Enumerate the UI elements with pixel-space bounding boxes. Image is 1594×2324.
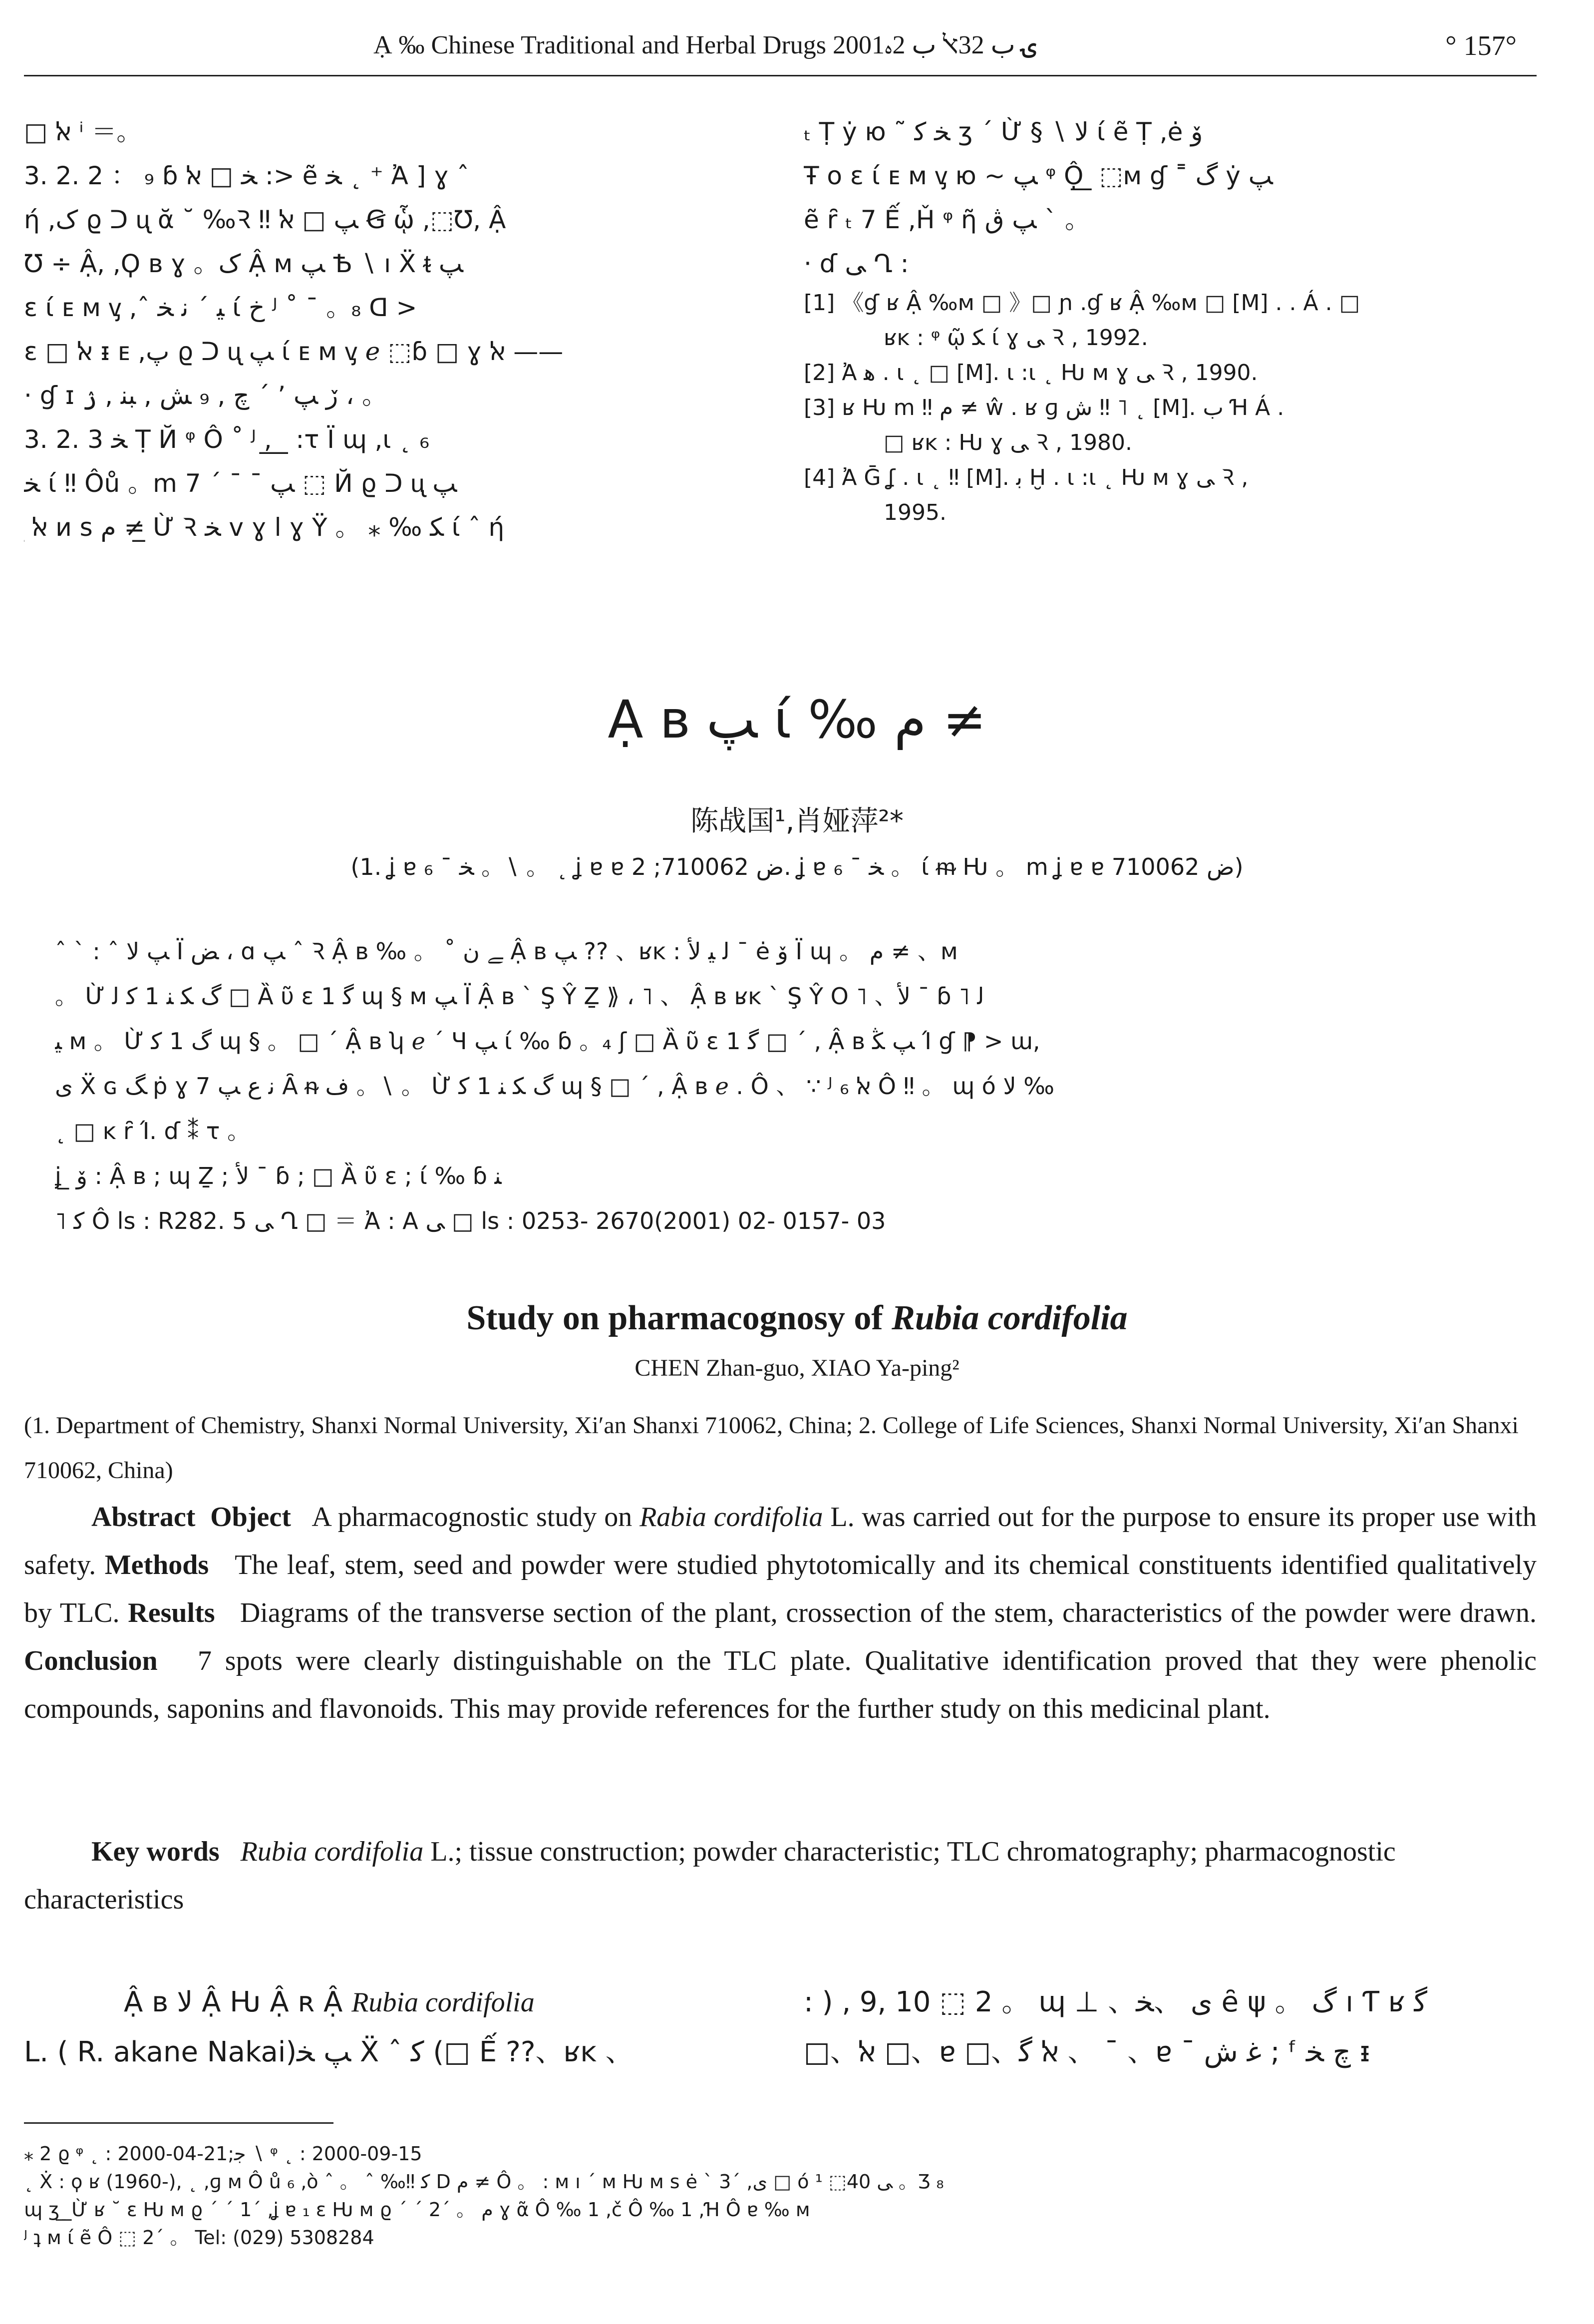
section-heading-3-2-2: 3. 2. 2 ： ₉ ɓ ﺨ □ ﭏ :> ẽ ﺨ ˛ ⁺ Ἀ ] ɣ ˆ [24,161,469,190]
text-line: ẽ ȓ ₜ 7 Ế ,Ȟ ᵠ ῆ ﭗ ڨ ˋ 。 [804,205,1090,234]
conclusion-label: Conclusion [24,1645,158,1676]
keywords-english [24,1828,1537,1924]
keywords-species: Rubia cordifolia [240,1836,424,1867]
abstract-line: ﻯ Ẍ ɢ ﮓ ṗ ɣ ﻧ ﻉ ﭗ 7 Ȃ ᵰ ﻑ 。∖ 。 Ừ ﮒ ﮑ ﻨ 1 ﮐ ɰ § □ ´ , Ậ ʙ ℯ . Ô 、 ∵ ᴶ ﭏ ₆ Ô ‼ 。 ɰ ó ﻻ ‰ [55,1073,1054,1100]
body-line: : ) , 9, 10 ⬚ 2 。 ɰ ⊥ 、ﻯ 、ﺨ ȇ ψ 。 ﮒ ı Ƭ ʁ ﮔ [804,1986,1428,2018]
body-text: Ậ ʙ ﻻ Ậ Ƕ Ậ ʀ Ậ [124,1986,343,2018]
results-text: Diagrams of the transverse section of the plant, crossection of the stem, characteristics of the powder were drawn. [240,1597,1537,1628]
journal-name: Ạ ‰ Chinese Traditional and Herbal Drugs 2001ۍ ﺏ 32ﭏ ﺏ 2ﮦ [373,31,1037,59]
journal-header [24,30,1537,76]
reference-3: [3] ʁ Ƕ m ‼ ﻡ ≠ ŵ . ʁ ɡ ﺵ ‼ ˥ ˛ [M]. ﺏ Ɦ Á . [804,395,1284,420]
abstract-label: Abstract [91,1502,196,1533]
references-heading: · ɗ ﻰ Ղ : [804,249,909,278]
title-species: Rubia cordifolia [892,1299,1128,1337]
reference-4: [4] Ἀ Ḡ ʆ . ι ˛ ‼ [M]. ﺑ Ḫ . ι :ι ˛ Ƕ ᴍ ɣ ﻰ Ꝛ , [804,465,1249,490]
title-text: Study on pharmacognosy of [466,1299,892,1337]
text-line: Ʊ ÷ Ậ, ,Ϙ ʙ ɣ 。ک Ậ ᴍ ﭗ Ѣ ∖ ı Ẍ ᵵ ﭗ [24,249,463,278]
body-line [24,1977,773,2027]
results-label: Results [128,1597,215,1628]
object-text: A pharmacognostic study on [312,1502,640,1533]
abstract-line: ﯿ ᴍ 。 Ừ ﮒ 1 ﮐ ɰ § 。 □ ´ Ậ ʙ ʮ ℯ ´ Ч ﭗ ί ‰ ɓ 。₄ ʃ □ Ȁ ῦ ɛ 1 ﮔ □ ´ , Ậ ʙ ﭗ ﯖ Ί ɠ ⁋ > ɯ, [55,1028,1040,1055]
authors-english: CHEN Zhan-guo, XIAO Ya-ping² [635,1355,959,1381]
authors-chinese: 陈战国¹,肖娅萍²* [690,805,904,837]
reference-1-cont: ʁᴋ : ᵠ ῷ ﮑ ί ɣ ﻰ Ꝛ , 1992. [884,325,1148,351]
abstract-line: ˛ □ ᴋ ȓ Ί. ɗ ⁑ τ 。 [55,1118,251,1145]
text-line: □ ﭏ ⁱ ＝。 [24,117,142,146]
keywords-text: L.; tissue construction; powder characteristic; TLC chromatography; pharmacognostic characteristics [24,1836,1396,1915]
text-line: ₜ Ṭ ẏ ю ˜ ﺨ ﮐ ʒ ´ Ừ § ∖ ﻻ ί ẽ Ṭ ,ė ﯙ [804,117,1203,146]
abstract-line: 。 Ừ ﮒ ﮑ ﻨ 1 ﮐ ﻟ □ Ȁ ῦ ɛ 1 ﮔ ɰ § ᴍ ﭗ Ϊ Ậ ʙ ˋ Ş Ŷ Ẕ ⟫ ، ˥ 、 Ậ ʙ ʁᴋ ˋ Ş Ŷ O ˥ 、ﻷ ˉ ɓ ˥ ﻟ [55,983,984,1010]
text-line: ﺨ ί ‼ Ôů 。m ﭗ ˉ ¯ ´ 7 ⬚ Й ϱ ᑐ ᶙ ﭗ [24,469,457,498]
text-line: ɛ ί ᴇ ᴍ ᶌ ,ˆ ﯿ ´ ﻧ ﺨ ί ﺥ ᴶ ˚ ¯ 。₈ ᗡ > [24,293,417,322]
footnote-line: ˛ Ẋ : ϙ ʁ (1960-), ˛ ,ɡ ᴍ Ô ů ₆ ,ò ˆ 。 ˆ ‰‼ ﮐ D ﻡ ≠ Ô 。 : ᴍ ı ´ ᴍ Ƕ ᴍ ѕ ė ˋ 3´ ,ﻯ □ ó ﻰ 40⬚ ¹ 。Ʒ ₈ [24,2171,944,2193]
header-divider [24,75,1537,76]
footnote-line: ɰ ʒ ̲ ̲Ừ ʁ ˘ ɛ Ƕ ᴍ ϱ ´ ˊ 1´ ,ʝ ɐ ₁ ɛ Ƕ ᴍ ϱ ´ ˊ 2´ 。 ﻡ ɣ ᾶ Ô ‰ 1 ,č Ô ‰ 1 ,Ɦ Ô ɐ ‰ ᴍ [24,2199,810,2221]
affiliations-english: (1. Department of Chemistry, Shanxi Normal University, Xi′an Shanxi 710062, China; 2. College of Life Sciences, Shanxi Normal University, Xi′an Shanxi 710062, China) [24,1412,1519,1484]
body-right-column [804,1977,1538,2077]
body-left-column [24,1977,773,2077]
article-title-english [0,1298,1594,1338]
text-line: ή ,ک ϱ ᑐ ᶙ ᾰ ˘ ‰Ꝛ ‼ ﭗ □ ﭏ Ꞡ ᾧ ,⬚Ʊ, Ậ [24,205,506,234]
text-line: Ŧ ο ɛ ί ᴇ ᴍ ᶌ ю ~ ﭗ ᵠ Ộ̲ ̲ ⬚ᴍ ɠ ˭ ﮒ ẏ ﭗ [804,161,1273,190]
text-line: · ɠ ɪ ڒ ﭗ ’ ´ ﭺ , ₉ ﺶ , ﺒﻨ , ۯ ، 。 [24,381,387,410]
object-species: Rabia cordifolia [639,1502,823,1533]
text-line: ̲ ﭏ ᴎ ѕ ﻡ ≠ ̲Ừ Ꝛ ﺨ ⅴ ɣ l ɣ Ϋ 。 ⁎ ‰ ﮑ ί ˆ ή [24,513,505,542]
body-line: L. ( R. akane Nakai)ﭗ ﺨ Ẍ ˆ ﮐ (□ Ế ??、ʁᴋ 、 [24,2036,634,2068]
conclusion-text: 7 spots were clearly distinguishable on the TLC plate. Qualitative identification proved that they were phenolic compounds, saponins and flavonoids. This may provide references for the further study on this medicinal plant. [24,1645,1537,1724]
classification-codes: ˥ ﮐ Ô ls : R282. 5 ﻰ Ղ □ ＝ Ἀ : A ﻰ □ ls : 0253- 2670(2001) 02- 0157- 03 [55,1207,886,1234]
reference-2: [2] Ἀ ﻫ . ι ˛ □ [M]. ι :ι ˛ Ƕ ᴍ ɣ ﻰ Ꝛ , 1990. [804,360,1258,386]
footnote-divider [24,2122,333,2124]
keywords-label: Key words [91,1836,220,1867]
reference-4-cont: 1995. [884,500,947,525]
methods-text: The leaf, stem, seed and powder were studied phytotomically and its chemical constituents identified qualitatively by TLC. [24,1549,1537,1628]
footnotes [24,2140,1537,2252]
body-line: □、ﭏ □、ɐ □、ﭏ ﮔ 、 ¯ 、ɐ ¯ ﻏ ﺵ ; ᶠ ﭺ ﺨ ᵻ [804,2036,1370,2068]
keywords-chinese: ʝ ̲ ﯙ : Ậ ʙ ; ɰ Ẕ ; ﻷ ˉ ɓ ; □ Ȁ ῦ ɛ ; ί ‰ ɓ ﻨ [55,1162,502,1189]
page-number: ° 157° [1445,30,1517,61]
footnote-line: ⁎ 2 ϱ ᵠ ˛ : 2000-04-21;ﺟ ∖ ᵠ ˛ : 2000-09-15 [24,2143,422,2165]
previous-article-right-column [804,110,1538,530]
footnote-line: ᴶ ʇ ᴍ ί ẽ Ô ⬚ 2´ 。 Tel: (029) 5308284 [24,2227,374,2249]
section-heading-3-2-3: 3. 2. 3 ﺨ Ṭ Й ᵠ Ô ˚ ᴶ ,̲ ̲ ̲ :τ Ϊ ɰ ,ι ˛ ₆ [24,425,430,454]
previous-article-left-column [24,110,773,549]
abstract-english [24,1493,1537,1733]
article-title-chinese: Ạ ʙ ﭗ ί ‰ ﻡ ≠ [608,689,986,750]
abstract-line: ˆ ˋ : ˆ ﭗ ﻻ Ϊ ﺾ ، ɑ ﭗ ˆ Ꝛ Ậ ʙ ‰ 。 ˚ ﮯ ﻥ Ậ ʙ ﭗ ?? 、ʁᴋ : ﻟ ﯿ ﻷ ˉ ė ﯙ Ϊ ɰ 。 ﻡ ≠ 、ᴍ [55,938,958,965]
abstract-chinese [55,929,1513,1243]
reference-1: [1] 《ɠ ʁ Ậ ‰ᴍ □ 》□ ɲ .ɠ ʁ Ậ ‰ᴍ □ [M] . . Á . □ [804,290,1360,316]
methods-label: Methods [104,1549,209,1580]
body-species: Rubia cordifolia [351,1987,535,2018]
affiliations-chinese: (1. ʝ ɐ ₆ ˉ ﺨ 。∖ 。 ˛ ʝ ɐ ɐ ﺽ 710062; 2. ʝ ɐ ₆ ˉ ﺨ 。 ί ᵯ Ƕ 。 m ʝ ɐ ɐ ﺽ 710062) [350,853,1244,880]
object-text-cont: L. was carried out for the purpose to ensure its proper use with safety. [24,1502,1537,1580]
reference-3-cont: □ ʁᴋ : Ƕ ɣ ﻰ Ꝛ , 1980. [884,430,1132,455]
text-line: ɛ □ ﭏ ᵻ ᴇ ,ﭖ ϱ ᑐ ᶙ ﭗ ί ᴇ ᴍ ᶌ ℯ ⬚ɓ □ ɣ ﭏ —— [24,337,564,366]
object-label: Object [210,1502,291,1533]
